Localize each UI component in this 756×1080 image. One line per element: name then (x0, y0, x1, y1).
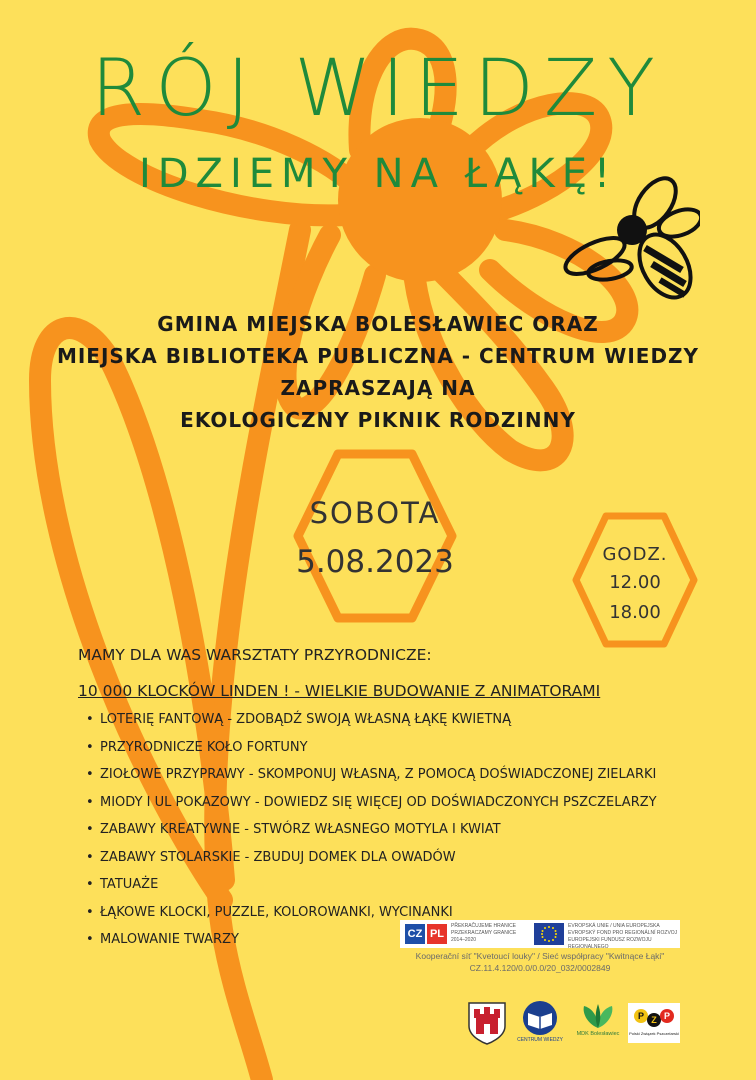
leaf-icon (576, 1002, 620, 1030)
program-intro: MAMY DLA WAS WARSZTATY PRZYRODNICZE: (78, 646, 432, 664)
time-label: GODZ. (602, 544, 668, 565)
list-item: • ZIOŁOWE PRZYPRAWY - SKOMPONUJ WŁASNĄ, Z POMOCĄ DOŚWIADCZONEJ ZIELARKI (86, 767, 657, 795)
project-code: CZ.11.4.120/0.0/0.0/20_032/0002849 (469, 963, 611, 973)
date-value: 5.08.2023 (296, 544, 454, 580)
mdk-logo-text: MDK Bolesławiec (576, 1031, 620, 1037)
logo-cz: CZ (405, 924, 425, 944)
organizer-line: MIEJSKA BIBLIOTEKA PUBLICZNA - CENTRUM WIEDZY (56, 344, 700, 368)
pzp-logo (628, 1003, 680, 1043)
organizer-line: GMINA MIEJSKA BOLESŁAWIEC ORAZ (157, 312, 599, 336)
time-end: 18.00 (609, 602, 661, 623)
list-item: • ZABAWY KREATYWNE - STWÓRZ WŁASNEGO MOTYLA I KWIAT (86, 822, 657, 850)
list-item: • MIODY I UL POKAZOWY - DOWIEDZ SIĘ WIĘCEJ OD DOŚWIADCZONYCH PSZCZELARZY (86, 795, 657, 823)
time-start: 12.00 (609, 572, 661, 593)
eu-text: EVROPSKÁ UNIE / UNIA EUROPEJSKA EVROPSKÝ FOND PRO REGIONÁLNÍ ROZVOJ EUROPEJSKI FUNDUSZ ROZWOJU REGIONALNEGO (568, 923, 678, 950)
organizer-line: EKOLOGICZNY PIKNIK RODZINNY (180, 408, 576, 432)
page-subtitle: IDZIEMY NA ŁĄKĘ! (138, 151, 618, 197)
date-hexagon (290, 446, 460, 626)
library-logo-text: CENTRUM WIEDZY (517, 1037, 563, 1043)
pzp-letters: P Z P (630, 1007, 678, 1029)
page-title: RÓJ WIEDZY (91, 44, 665, 134)
funding-slogan: PŘEKRAČUJEME HRANICE PRZEKRACZAMY GRANICE 2014–2020 (451, 923, 517, 943)
list-item: • LOTERIĘ FANTOWĄ - ZDOBĄDŹ SWOJĄ WŁASNĄ ŁĄKĘ KWIETNĄ (86, 712, 657, 740)
pzp-logo-text: Polski Związek Pszczelarski (629, 1031, 679, 1036)
coat-of-arms-icon (466, 1000, 508, 1046)
program-main-item: 10 000 KLOCKÓW LINDEN ! - WIELKIE BUDOWANIE Z ANIMATORAMI (78, 682, 601, 700)
network-text: Kooperační síť "Kvetoucí louky" / Sieć współpracy "Kwitnące Łąki" (415, 951, 665, 961)
list-item: • MALOWANIE TWARZY (86, 932, 657, 960)
list-item: • PRZYRODNICZE KOŁO FORTUNY (86, 740, 657, 768)
organizers-block (0, 308, 756, 436)
list-item: • ZABAWY STOLARSKIE - ZBUDUJ DOMEK DLA OWADÓW (86, 850, 657, 878)
organizer-line: ZAPRASZAJĄ NA (280, 376, 476, 400)
list-item: • ŁĄKOWE KLOCKI, PUZZLE, KOLOROWANKI, WYCINANKI (86, 905, 657, 933)
book-icon (518, 1000, 562, 1036)
logo-pl: PL (427, 924, 447, 944)
funding-logo-strip (400, 920, 680, 948)
list-item: • TATUAŻE (86, 877, 657, 905)
eu-flag-icon (534, 923, 564, 945)
date-day: SOBOTA (309, 496, 441, 530)
